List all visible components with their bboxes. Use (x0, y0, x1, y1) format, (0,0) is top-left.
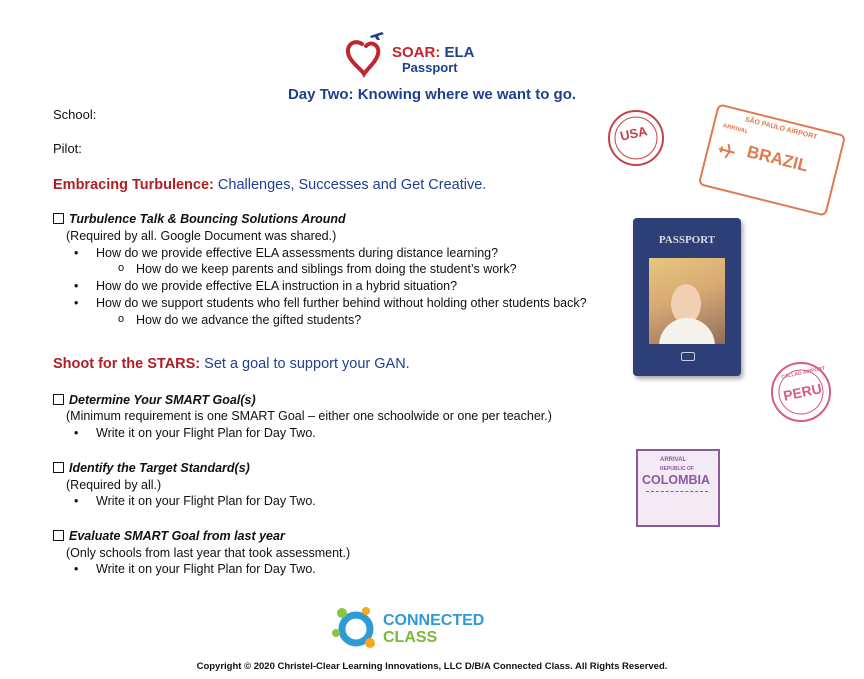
logo-soar: SOAR: (392, 44, 441, 61)
section-heading-stars (53, 356, 410, 372)
logo-title (392, 44, 475, 61)
bullet-item: • Write it on your Flight Plan for Day Two. (96, 494, 316, 508)
page-title: Day Two: Knowing where we want to go. (287, 86, 577, 103)
item-title: Evaluate SMART Goal from last year (69, 529, 285, 543)
section-subtitle: Set a goal to support your GAN. (204, 356, 410, 372)
brazil-stamp (698, 103, 846, 216)
bullet-item: • How do we provide effective ELA assessments during distance learning? (96, 246, 498, 260)
colombia-stamp (636, 449, 720, 527)
bullet-item: • How do we support students who fell further behind without holding other students back? (96, 296, 587, 310)
colombia-sub-text: REPUBLIC OF (660, 466, 694, 472)
brand-line-1: CONNECTED (383, 612, 485, 629)
section-lead: Shoot for the STARS: (53, 356, 201, 372)
usa-stamp (606, 108, 666, 168)
connected-class-logo (330, 605, 380, 650)
checkbox[interactable] (53, 394, 64, 405)
checklist-item[interactable] (53, 211, 346, 227)
item-note: (Only schools from last year that took assessment.) (66, 546, 351, 560)
checkbox[interactable] (53, 462, 64, 473)
brand-line-2: CLASS (383, 629, 438, 646)
passport-photo (649, 258, 725, 344)
checklist-item[interactable] (53, 392, 256, 408)
passport-cover-text: PASSPORT (658, 234, 716, 246)
checkbox[interactable] (53, 213, 64, 224)
checklist-item[interactable] (53, 528, 285, 544)
colombia-arrival-text: ARRIVAL (660, 457, 687, 463)
heart-plane-icon (340, 28, 390, 78)
connected-class-icon (330, 605, 380, 650)
school-label: School: (53, 107, 97, 122)
logo-passport: Passport (402, 60, 458, 75)
item-title: Determine Your SMART Goal(s) (69, 393, 256, 407)
bullet-item: • Write it on your Flight Plan for Day Two. (96, 426, 316, 440)
sub-bullet-item: o How do we keep parents and siblings from doing the student’s work? (136, 262, 517, 276)
peru-stamp (769, 360, 833, 424)
brazil-arrival-text: ARRIVAL (722, 123, 749, 136)
item-note: (Required by all.) (66, 478, 162, 492)
checklist-item[interactable] (53, 460, 250, 476)
brazil-airport-text: SÃO PAULO AIRPORT (744, 116, 818, 142)
peru-airport-text: CALLAO AIRPORT (780, 365, 826, 381)
item-title: Turbulence Talk & Bouncing Solutions Around (69, 212, 346, 226)
bullet-item: • Write it on your Flight Plan for Day Two. (96, 562, 316, 576)
sub-bullet-item: o How do we advance the gifted students? (136, 313, 361, 327)
item-title: Identify the Target Standard(s) (69, 461, 250, 475)
item-note: (Minimum requirement is one SMART Goal – either one schoolwide or one per teacher.) (66, 409, 552, 423)
brazil-stamp-text: BRAZIL (745, 142, 811, 176)
section-lead: Embracing Turbulence: (53, 177, 214, 193)
peru-stamp-text: PERU (781, 380, 824, 404)
bullet-item: • How do we provide effective ELA instruction in a hybrid situation? (96, 279, 457, 293)
section-subtitle: Challenges, Successes and Get Creative. (217, 177, 487, 193)
copyright-text: Copyright © 2020 Christel-Clear Learning Innovations, LLC D/B/A Connected Class. All Rights Reserved. (196, 661, 668, 672)
checkbox[interactable] (53, 530, 64, 541)
plane-icon (715, 139, 739, 163)
section-heading-turbulence (53, 177, 486, 193)
pilot-label: Pilot: (53, 141, 82, 156)
chip-icon (681, 352, 695, 361)
passport-image (633, 218, 741, 376)
usa-stamp-text: USA (618, 123, 649, 144)
connected-class-wordmark (383, 612, 484, 646)
logo-ela: ELA (444, 44, 475, 61)
colombia-stamp-text: COLOMBIA (642, 473, 711, 487)
item-note: (Required by all. Google Document was shared.) (66, 229, 337, 243)
